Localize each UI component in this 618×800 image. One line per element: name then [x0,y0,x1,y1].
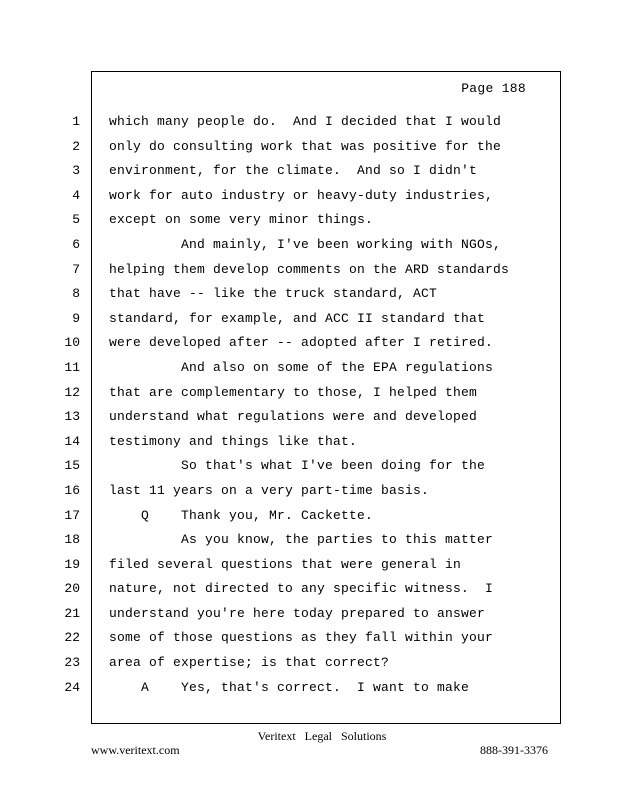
line-number: 3 [72,163,80,179]
line-number: 15 [64,458,80,474]
transcript-line: Q Thank you, Mr. Cackette. [109,507,374,523]
footer-company: Veritext Legal Solutions [257,729,387,743]
transcript-line: which many people do. And I decided that I would [109,114,502,129]
line-number: 16 [64,482,80,498]
footer-website: www.veritext.com [91,743,180,757]
transcript-line: last 11 years on a very part-time basis. [109,482,430,498]
line-number: 7 [72,261,80,277]
line-number: 10 [64,335,80,351]
line-number: 8 [72,286,80,302]
line-number-column [40,113,80,703]
line-number: 6 [72,236,80,252]
transcript-line: standard, for example, and ACC II standard that [109,310,486,326]
line-number: 19 [64,556,80,572]
line-number: 2 [72,138,80,154]
line-number: 21 [64,605,80,621]
transcript-line: So that's what I've been doing for the [109,458,486,474]
line-number: 9 [72,310,80,326]
line-number: 1 [72,114,80,129]
line-number: 5 [72,212,80,228]
transcript-line: A Yes, that's correct. I want to make [109,679,470,695]
line-number: 17 [64,507,80,523]
transcript-line: helping them develop comments on the ARD standards [109,261,510,277]
transcript-line: understand what regulations were and developed [109,409,478,425]
transcript-line: understand you're here today prepared to answer [109,605,486,621]
transcript-line: except on some very minor things. [109,212,374,228]
transcript-line: As you know, the parties to this matter [109,532,494,548]
transcript-line: environment, for the climate. And so I didn't [109,163,478,179]
line-number: 12 [64,384,80,400]
transcript-line: nature, not directed to any specific witness. I [109,581,494,597]
line-number: 4 [72,187,80,203]
line-number: 14 [64,433,80,449]
transcript-line: area of expertise; is that correct? [109,655,390,671]
transcript-line: some of those questions as they fall within your [109,630,494,646]
line-number: 18 [64,532,80,548]
transcript-line: And also on some of the EPA regulations [109,359,494,375]
transcript-text [109,113,549,703]
line-number: 20 [64,581,80,597]
transcript-line: And mainly, I've been working with NGOs, [109,236,502,252]
transcript-line: testimony and things like that. [109,433,358,449]
transcript-line: that have -- like the truck standard, ACT [109,286,438,302]
page-number: Page 188 [461,81,526,96]
transcript-line: only do consulting work that was positive for the [109,138,502,154]
transcript-line: that are complementary to those, I helped them [109,384,478,400]
line-number: 24 [64,679,80,695]
line-number: 22 [64,630,80,646]
transcript-line: filed several questions that were general in [109,556,462,572]
transcript-line: work for auto industry or heavy-duty industries, [109,187,494,203]
line-number: 11 [64,359,80,375]
line-number: 13 [64,409,80,425]
line-number: 23 [64,655,80,671]
transcript-line: were developed after -- adopted after I retired. [109,335,494,351]
footer-phone: 888-391-3376 [480,743,548,757]
